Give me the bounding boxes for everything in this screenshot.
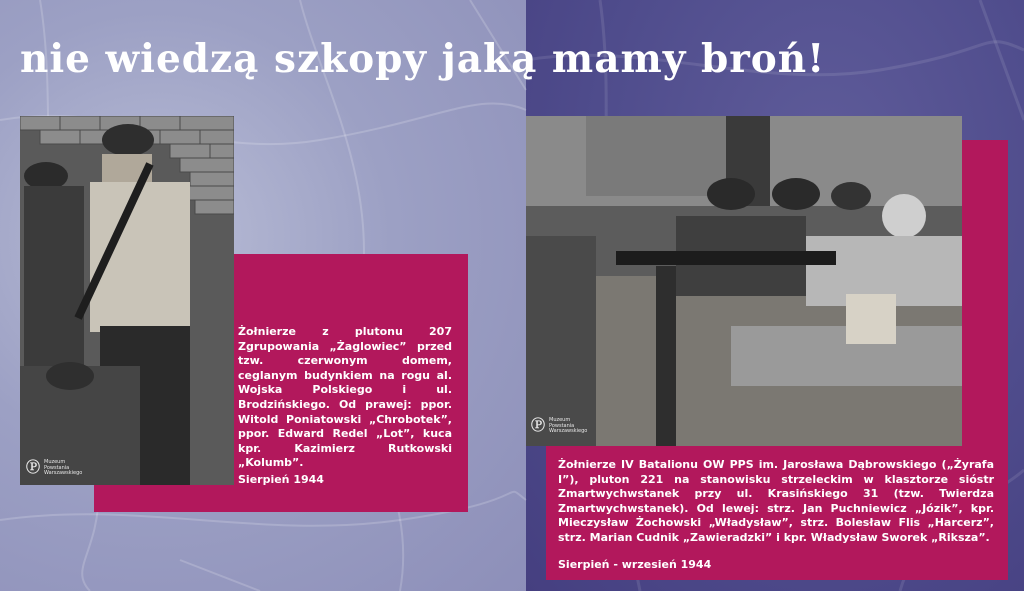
logo-line-1: Muzeum bbox=[549, 417, 571, 423]
museum-logo-right bbox=[531, 418, 587, 435]
logo-line-1: Muzeum bbox=[44, 459, 66, 465]
logo-text bbox=[44, 460, 82, 477]
anchor-symbol-icon: Ⓟ bbox=[26, 459, 40, 476]
photo-soldiers-brick-wall bbox=[20, 116, 234, 485]
logo-line-3: Warszawskiego bbox=[44, 470, 83, 476]
anchor-symbol-icon: Ⓟ bbox=[531, 417, 545, 434]
logo-line-2: Powstania bbox=[44, 464, 70, 471]
photo-date-right: Sierpień - wrzesień 1944 bbox=[558, 558, 712, 571]
photo-machine-gun-position bbox=[526, 116, 962, 446]
logo-text bbox=[549, 418, 587, 435]
photo-date-left: Sierpień 1944 bbox=[238, 473, 324, 486]
logo-line-3: Warszawskiego bbox=[549, 428, 588, 434]
photo-caption-right: Żołnierze IV Batalionu OW PPS im. Jarosława Dąbrowskiego („Żyrafa I”), pluton 221 na stanowisku strzeleckim w klasztorze sióstr Zmartwychwstanek przy ul. Krasińskiego 31 (tzw. Twierdza Zmartwychwstanek). Od lewej: strz. Jan Puchniewicz „Józik”, kpr. Mieczysław Żochowski „Władysław”, strz. Bolesław Flis „Harcerz”, strz. Marian Cudnik „Zawieradzki” i kpr. Władysław Sworek „Riksza”. bbox=[558, 458, 994, 544]
photo-caption-left: Żołnierze z plutonu 207 Zgrupowania „Żaglowiec” przed tzw. czerwonym domem, ceglanym budynkiem na rogu al. Wojska Polskiego i ul. Brodzińskiego. Od prawej: ppor. Witold Poniatowski „Chrobotek”, ppor. Edward Redel „Lot”, kuca kpr. Kazimierz Rutkowski „Kolumb”. bbox=[238, 325, 452, 470]
logo-line-2: Powstania bbox=[549, 422, 575, 429]
page-title: nie wiedzą szkopy jaką mamy broń! bbox=[20, 36, 826, 82]
museum-logo-left bbox=[26, 460, 82, 477]
